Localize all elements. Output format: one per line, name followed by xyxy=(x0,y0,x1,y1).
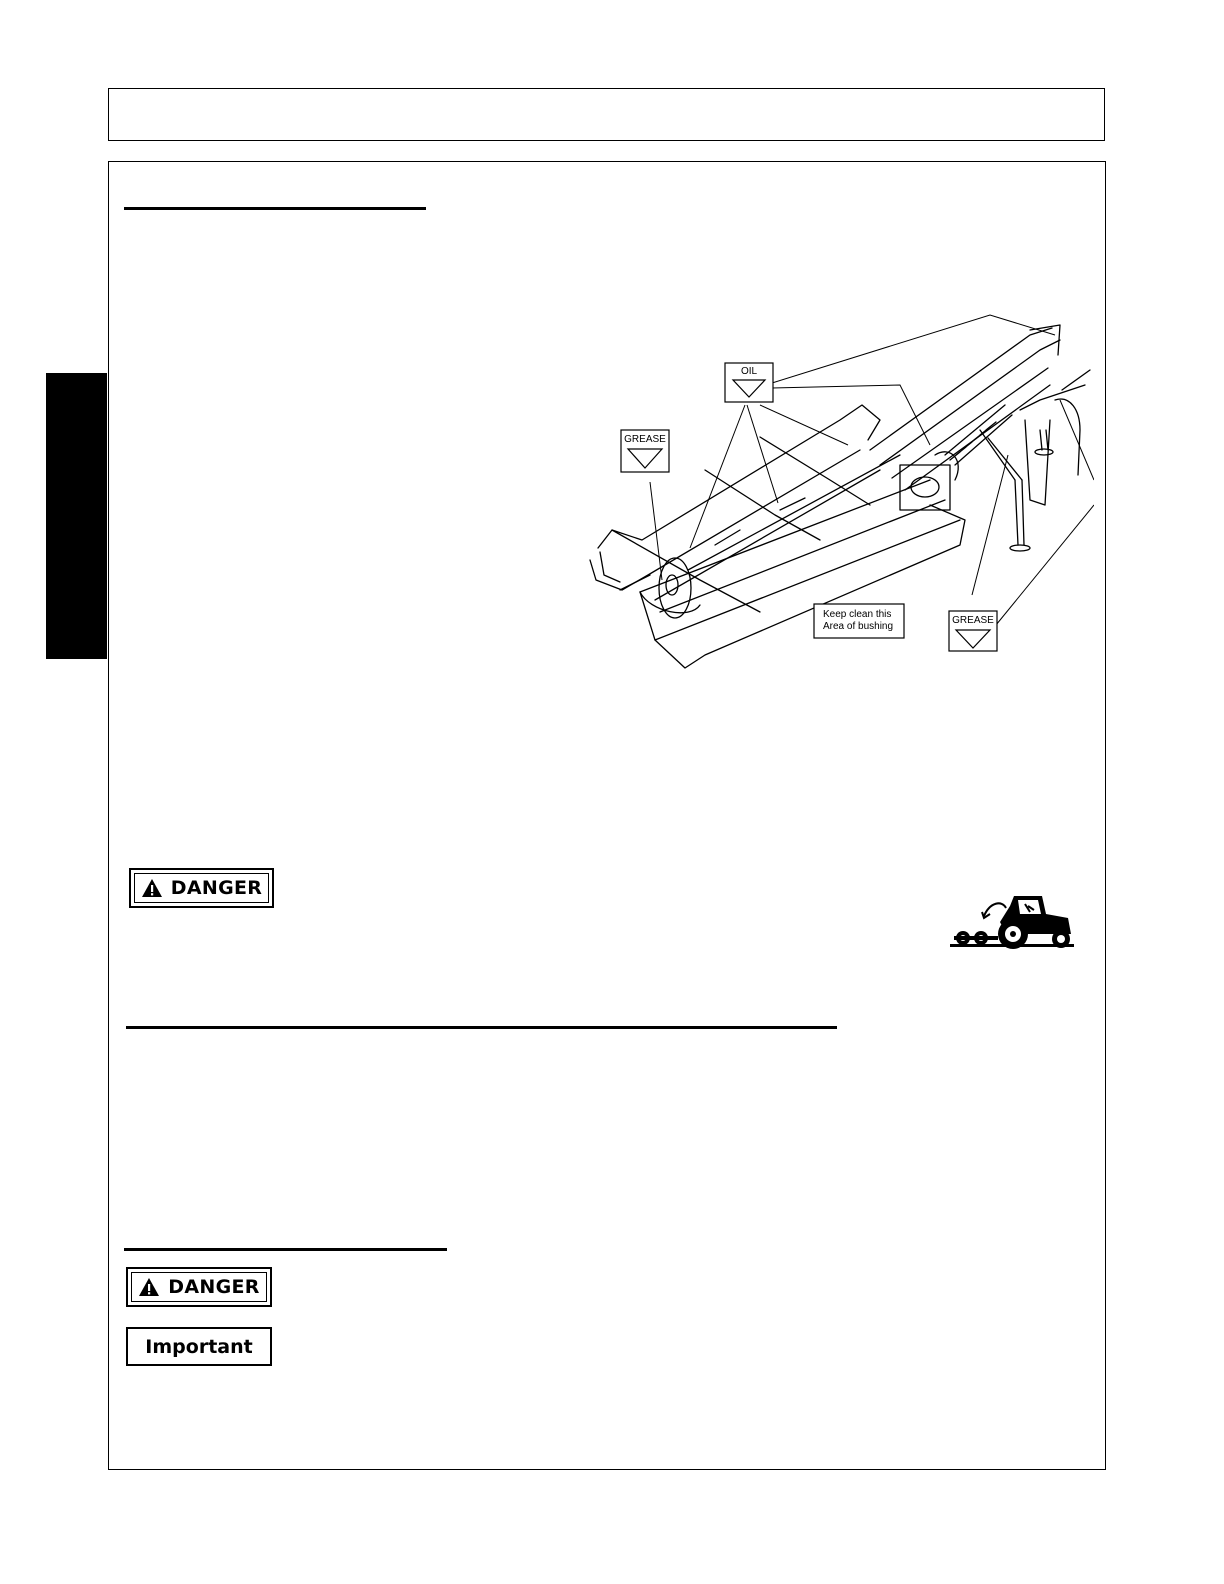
section-side-tab xyxy=(46,373,107,659)
page-header-box xyxy=(108,88,1105,141)
danger-badge-1 xyxy=(129,868,274,908)
mower-lubrication-diagram xyxy=(584,312,1094,674)
danger-badge-2-label: DANGER xyxy=(168,1276,260,1298)
danger-badge-2 xyxy=(126,1267,272,1307)
important-badge xyxy=(126,1327,272,1366)
section-heading-rule-1 xyxy=(124,207,426,210)
warning-triangle-icon xyxy=(138,1277,160,1297)
oil-callout-label: OIL xyxy=(740,366,758,377)
section-heading-rule-3 xyxy=(124,1248,447,1251)
grease-callout-right-label: GREASE xyxy=(952,615,994,626)
grease-callout-left-label: GREASE xyxy=(624,434,666,445)
important-badge-label: Important xyxy=(145,1335,253,1358)
section-heading-rule-2 xyxy=(126,1026,837,1029)
bushing-note-line1: Keep clean this xyxy=(823,609,892,620)
bushing-note-line2: Area of bushing xyxy=(823,621,894,632)
tractor-rollover-icon xyxy=(950,892,1074,952)
danger-badge-1-label: DANGER xyxy=(170,877,263,899)
warning-triangle-icon xyxy=(141,878,163,898)
